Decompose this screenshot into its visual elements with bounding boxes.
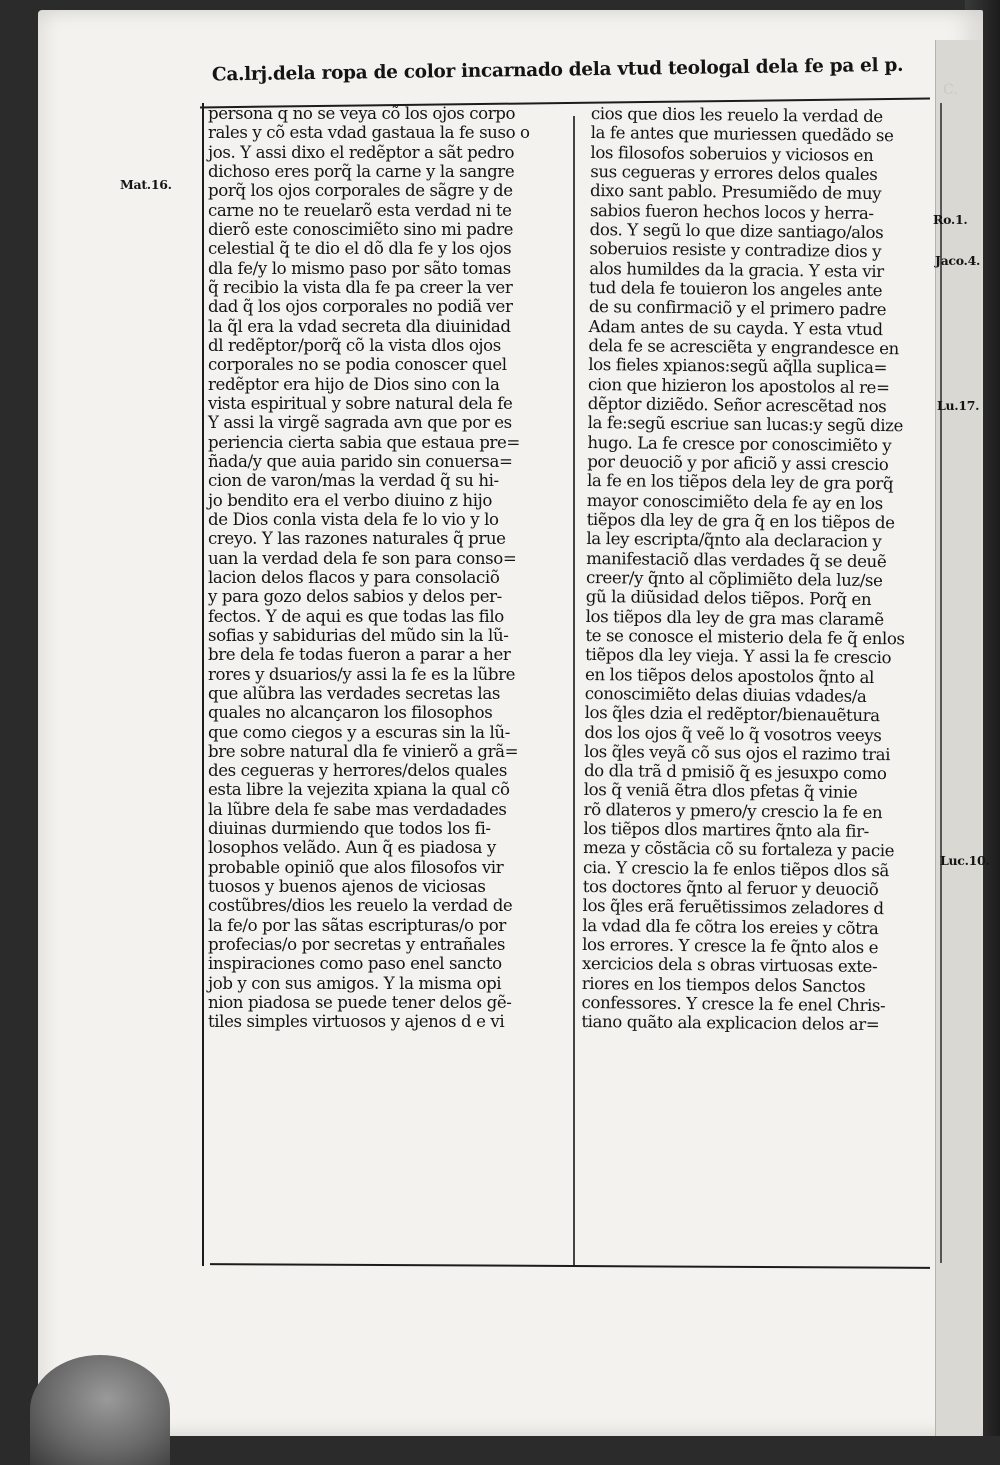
text-line: los filosofos soberuios y viciosos en [590,142,874,165]
text-line: profecias/o por secretas y entrañales [208,935,505,955]
text-line: tiẽpos dla ley de gra q̃ en los tiẽpos de [586,509,895,533]
text-line: dẽptor diziẽdo. Señor acrescẽtad nos [587,393,887,417]
text-line: cia. Y crescio la fe enlos tiẽpos dlos sã [582,857,890,880]
text-line: manifestaciõ dlas verdades q̃ se deuẽ [586,548,887,571]
text-line: hugo. La fe cresce por conoscimiẽto y [587,432,892,455]
text-line: redẽptor era hijo de Dios sino con la [208,374,500,394]
text-line: los errores. Y cresce la fe q̃nto alos e [582,935,879,958]
text-line: dad q̃ los ojos corporales no podiã ver [208,297,513,317]
column-divider [573,116,575,1266]
text-line: diuinas durmiendo que todos los fi- [208,819,491,839]
text-line: tiano quãto ala explicacion delos ar= [581,1012,880,1035]
text-line: periencia cierta sabia que estaua pre= [208,432,520,452]
text-line: confessores. Y cresce la fe enel Chris- [581,993,886,1016]
text-line: la fe en los tiẽpos dela ley de gra porq̃ [586,471,894,494]
text-line: do dla trã d pmisiõ q̃ es jesuxpo como [583,761,887,784]
text-line: bre dela fe todas fueron a parar a her [208,645,511,665]
text-line: lacion delos flacos y para consolaciõ [208,567,500,587]
text-line: dos. Y segũ lo que dize santiago/alos [589,219,884,243]
text-line: los tiẽpos dlos martires q̃nto ala fir- [583,819,869,842]
text-line: jos. Y assi dixo el redẽptor a sãt pedro [208,142,515,162]
text-line: los tiẽpos dla ley de gra mas claramẽ [585,606,884,629]
text-line: esta libre la vejezita xpiana la qual cõ [208,780,510,800]
text-line: sus cegueras y errores delos quales [590,161,878,184]
text-line: los q̃les erã feruẽtissimos zeladores d [582,896,884,919]
text-line: en los tiẽpos delos apostolos q̃nto al [584,664,875,687]
text-line: xercicios dela s obras virtuosas exte- [581,954,878,977]
text-line: cion que hizieron los apostolos al re= [587,374,890,397]
text-line: cion de varon/mas la verdad q̃ su hi- [208,471,499,491]
text-line: la ley escripta/q̃nto ala declaracion y [586,529,882,552]
text-line: de Dios conla vista dela fe lo vio y lo [208,509,499,529]
text-line: ñada/y que auia parido sin conuersa= [208,451,513,471]
text-line: rales y cõ esta vdad gastaua la fe suso o [208,123,530,143]
text-line: uan la verdad dela fe son para conso= [208,548,517,568]
text-line: bre sobre natural dla fe vinierõ a grã= [208,741,519,761]
text-line: rõ dlateros y pmero/y crescio la fe en [583,799,883,822]
text-line: la fe/o por las sãtas escripturas/o por [208,915,506,935]
text-line: la fe:segũ escriue san lucas:y segũ dize [587,413,904,436]
margin-note-left: Mat.16. [120,177,172,192]
text-line: los q̃les veyã cõ sus ojos el razimo trai [584,741,891,764]
text-line: por deuociõ y por aficiõ y assi crescio [587,451,889,475]
text-line: alos humildes da la gracia. Y esta vir [589,258,884,281]
text-line: creer/y q̃nto al cõplimiẽto dela luz/se [585,567,883,590]
text-line: de su confirmaciõ y el primero padre [588,297,887,320]
margin-note-right: Luc.10. [940,853,990,868]
text-line: gũ la diũsidad delos tiẽpos. Porq̃ en [585,587,872,610]
text-line: job y con sus amigos. Y la misma opi [208,973,502,993]
text-line: inspiraciones como paso enel sancto [208,954,502,974]
text-line: sofias y sabidurias del mũdo sin la lũ- [208,625,509,645]
text-line: des cegueras y herrores/delos quales [208,761,507,781]
text-line: Y assi la virgẽ sagrada avn que por es [208,413,512,433]
text-line: dl redẽptor/porq̃ cõ la vista dlos ojos [208,335,501,355]
text-line: fectos. Y de aqui es que todas las filo [208,606,504,626]
text-line: mayor conoscimiẽto dela fe ay en los [586,490,883,513]
text-line: dierõ este conoscimiẽto sino mi padre [208,219,514,239]
margin-note-right: Lu.17. [937,398,980,413]
text-line: porq̃ los ojos corporales de sãgre y de [208,181,513,201]
right-frame-line [940,103,942,1263]
left-frame-line [202,103,204,1266]
margin-note-right: Ro.1. [933,212,968,227]
text-line: tiles simples virtuosos y ajenos d e vi [208,1012,505,1032]
text-line: dla fe/y lo mismo paso por sãto tomas [208,258,511,278]
text-line: tuosos y buenos ajenos de viciosas [208,877,486,897]
text-line: celestial q̃ te dio el dõ dla fe y los ojos [208,239,512,259]
text-line: conoscimiẽto delas diuias vdades/a [584,683,867,706]
text-line: tud dela fe touieron los angeles ante [588,277,883,301]
text-line: q̃ recibio la vista dla fe pa creer la ver [208,277,513,297]
text-line: los q̃ veniã ẽtra dlos pfetas q̃ vinie [583,780,858,803]
text-line: dos los ojos q̃ veẽ lo q̃ vosotros veeys [584,722,882,745]
text-line: losophos velãdo. Aun q̃ es piadosa y [208,838,496,858]
text-line: costũbres/dios les reuelo la verdad de [208,896,513,916]
text-line: cios que dios les reuelo la verdad de [590,104,883,127]
text-line: carne no te reuelarõ esta verdad ni te [208,200,512,220]
text-line: dichoso eres porq̃ la carne y la sangre [208,161,515,181]
text-line: soberuios resiste y contradize dios y [589,239,882,262]
margin-note-right: Jaco.4. [935,253,981,268]
text-line: tiẽpos dla ley vieja. Y assi la fe crescio [585,645,892,668]
text-column-left [208,104,566,1032]
text-line: creyo. Y las razones naturales q̃ prue [208,529,506,549]
bleed-through-mark: C. [943,82,958,98]
text-line: quales no alcançaron los filosophos [208,703,493,723]
text-line: nion piadosa se puede tener delos gẽ- [208,993,512,1013]
text-line: sabios fueron hechos locos y herra- [589,200,874,223]
text-line: te se conosce el misterio dela fe q̃ enlos [585,625,905,649]
text-line: probable opiniõ que alos filosofos vir [208,857,504,877]
text-line: tos doctores q̃nto al feruor y deuociõ [582,877,879,900]
text-line: los q̃les dzia el redẽptor/bienauẽtura [584,703,880,726]
next-page-edge [935,40,981,1436]
thumb-holding-page [30,1355,170,1465]
text-line: jo bendito era el verbo diuino z hijo [208,490,492,510]
text-line: la fe antes que muriessen quedãdo se [590,123,894,146]
text-line: dela fe se acresciẽta y engrandesce en [588,335,899,359]
text-line: los fieles xpianos:segũ aq̃lla suplica= [588,355,888,378]
text-line: corporales no se podia conoscer quel [208,355,507,375]
text-line: persona q no se veya cõ los ojos corpo [208,104,516,123]
text-line: rores y dsuarios/y assi la fe es la lũbre [208,664,516,684]
text-column-right [581,104,936,1035]
text-line: vista espiritual y sobre natural dela fe [208,393,513,413]
text-line: riores en los tiempos delos Sanctos [581,973,866,996]
text-line: la vdad dla fe cõtra los ereies y cõtra [582,915,879,938]
text-line: dixo sant pablo. Presumiẽdo de muy [589,181,882,204]
text-line: que como ciegos y a escuras sin la lũ- [208,722,510,742]
text-line: Adam antes de su cayda. Y esta vtud [588,316,883,339]
text-line: y para gozo delos sabios y delos per- [208,587,502,607]
text-line: la q̃l era la vdad secreta dla diuinidad [208,316,511,336]
text-line: meza y cõstãcia cõ su fortaleza y pacie [583,838,895,861]
text-line: que alũbra las verdades secretas las [208,683,500,703]
text-line: la lũbre dela fe sabe mas verdadades [208,799,507,819]
running-head: Ca.lrj.dela ropa de color incarnado dela vtud teologal dela fe pa el p. [211,54,904,86]
